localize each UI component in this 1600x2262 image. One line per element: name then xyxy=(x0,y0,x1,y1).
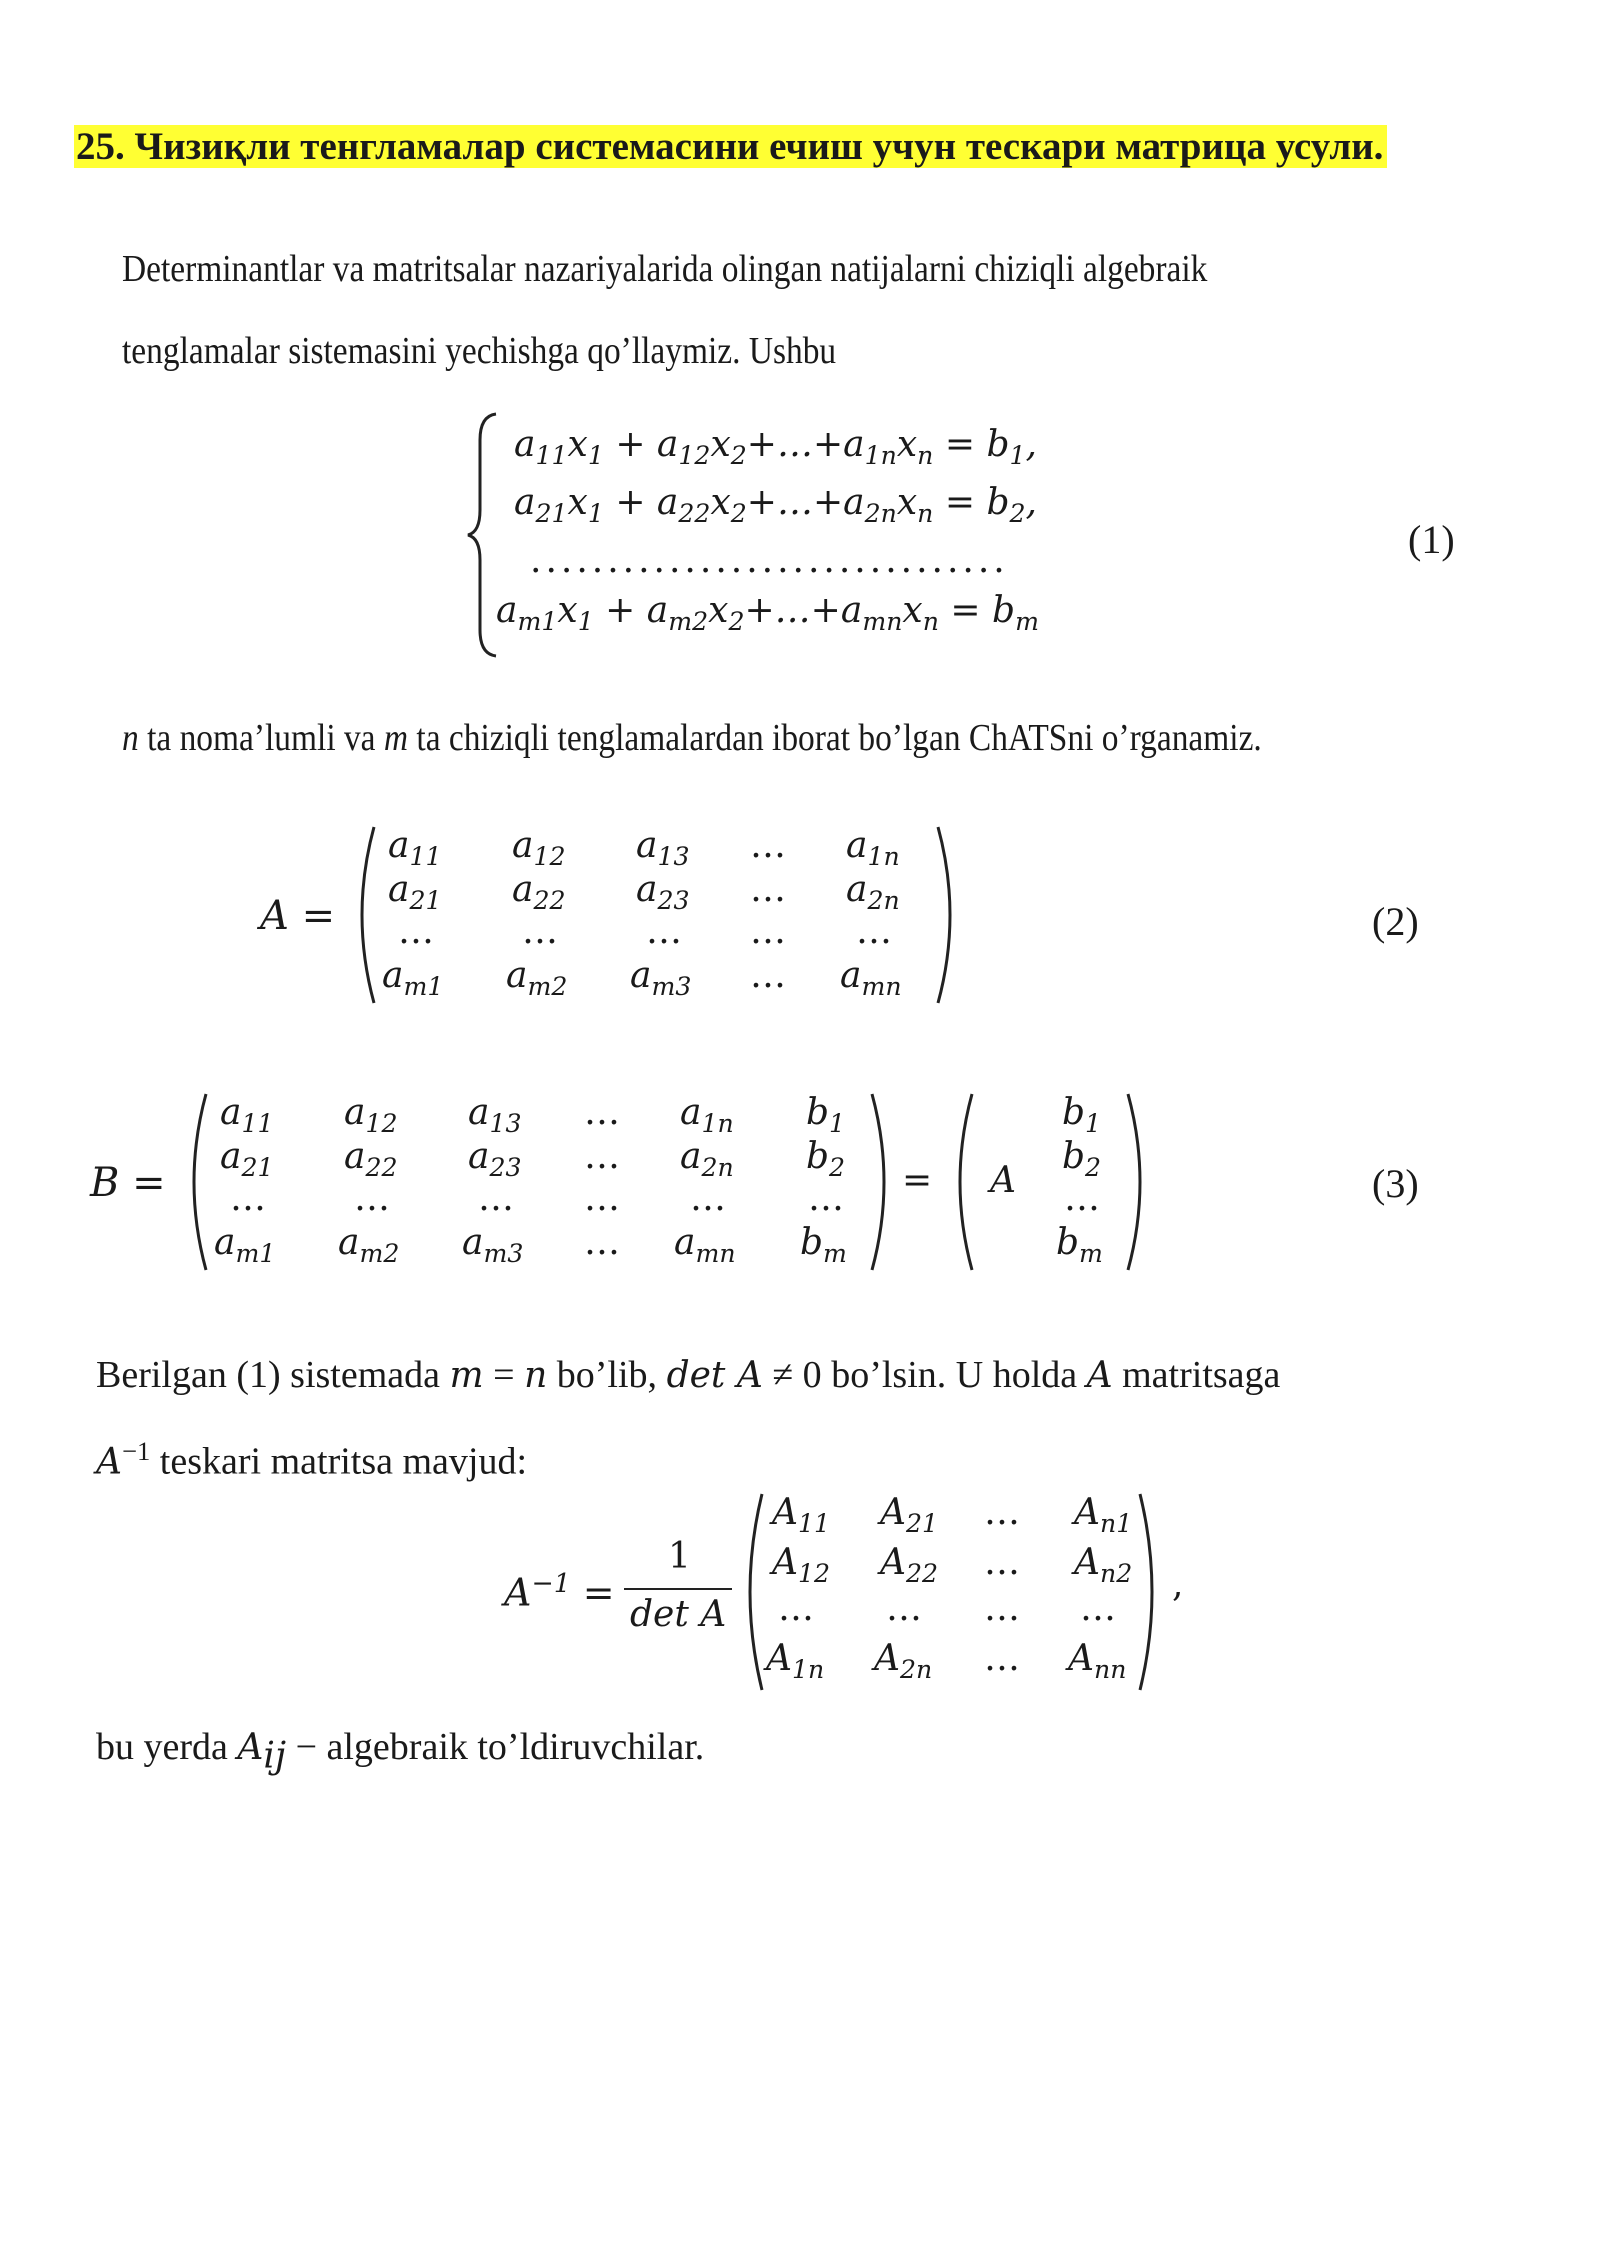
fraction-bar xyxy=(624,1588,732,1590)
equation-system-1 xyxy=(470,410,1090,660)
block-left-paren xyxy=(946,1092,976,1272)
intro-line-2: tenglamalar sistemasini yechishga qo’llaymiz. Ushbu xyxy=(122,330,837,372)
intro-line-1: Determinantlar va matritsalar nazariyalarida olingan natijalarni chiziqli algebraik xyxy=(122,248,1208,290)
equation-number-1: (1) xyxy=(1408,517,1455,562)
paragraph-chats: n ta noma’lumli va m ta chiziqli tenglamalardan iborat bo’lgan ChATSni o’rganamiz. xyxy=(122,717,1262,759)
system-row-2: $a_{21}x_1$ + $a_{22}x_2+\dots+a_{2n}x_n = b_2$, xyxy=(514,482,1037,529)
matrix-b-right-paren xyxy=(868,1092,898,1272)
inverse-matrix-formula: $A^{-1}$ = 1 det A $A_{11}$ $A_{21}$ … $A_{n1}$ $A_{12}$ $A_{22}$ … $A_{n2}$ … … … … $A_{1n}$ $A_{2n}$ … $A_{nn}$ , xyxy=(500,1492,1220,1692)
paragraph-teskari: $A^{-1}$ teskari matritsa mavjud: xyxy=(96,1436,528,1483)
matrix-b-equation: B = $a_{11}$ $a_{12}$ $a_{13}$ … $a_{1n}$ $b_1$ $a_{21}$ $a_{22}$ $a_{23}$ … $a_{2n}$ $b_2$ … … … … … … $a_{m1}$ $a_{m2}$ $a_{m3}$ … $a_{mn}$ $b_m$ = A $b_1$ $b_2$ … $b_m$ xyxy=(90,1092,1170,1272)
system-row-1: $a_{11}x_1$ + $a_{12}x_2+\dots+a_{1n}x_n = b_1$, xyxy=(514,424,1037,471)
equation-number-2: (2) xyxy=(1372,899,1419,944)
matrix-a-left-paren xyxy=(348,825,378,1005)
inverse-left-paren xyxy=(736,1492,766,1692)
system-dots-row: ............................... xyxy=(530,540,1009,581)
heading-highlight: 25. Чизиқли тенгламалар системасини ечиш учун тескари матрица усули. xyxy=(74,125,1387,168)
paragraph-buyerda: bu yerda $A_{ij}$ − algebraik to’ldiruvchilar. xyxy=(96,1726,705,1777)
matrix-b-left-paren xyxy=(180,1092,210,1272)
block-right-paren xyxy=(1124,1092,1154,1272)
paragraph-berilgan: Berilgan (1) sistemada m = n bo’lib, det A ≠ 0 bo’lsin. U holda A matritsaga xyxy=(96,1354,1281,1396)
inverse-right-paren xyxy=(1136,1492,1166,1692)
equation-number-3: (3) xyxy=(1372,1161,1419,1206)
matrix-a-equation: A = $a_{11}$ $a_{12}$ $a_{13}$ … $a_{1n}$ $a_{21}$ $a_{22}$ $a_{23}$ … $a_{2n}$ … … … … … $a_{m1}$ $a_{m2}$ $a_{m3}$ … $a_{mn}$ xyxy=(250,825,970,1005)
system-row-m: $a_{m1}x_1$ + $a_{m2}x_2+\dots+a_{mn}x_n = b_m$ xyxy=(496,590,1039,637)
section-heading xyxy=(74,122,1414,172)
matrix-a-right-paren xyxy=(934,825,964,1005)
